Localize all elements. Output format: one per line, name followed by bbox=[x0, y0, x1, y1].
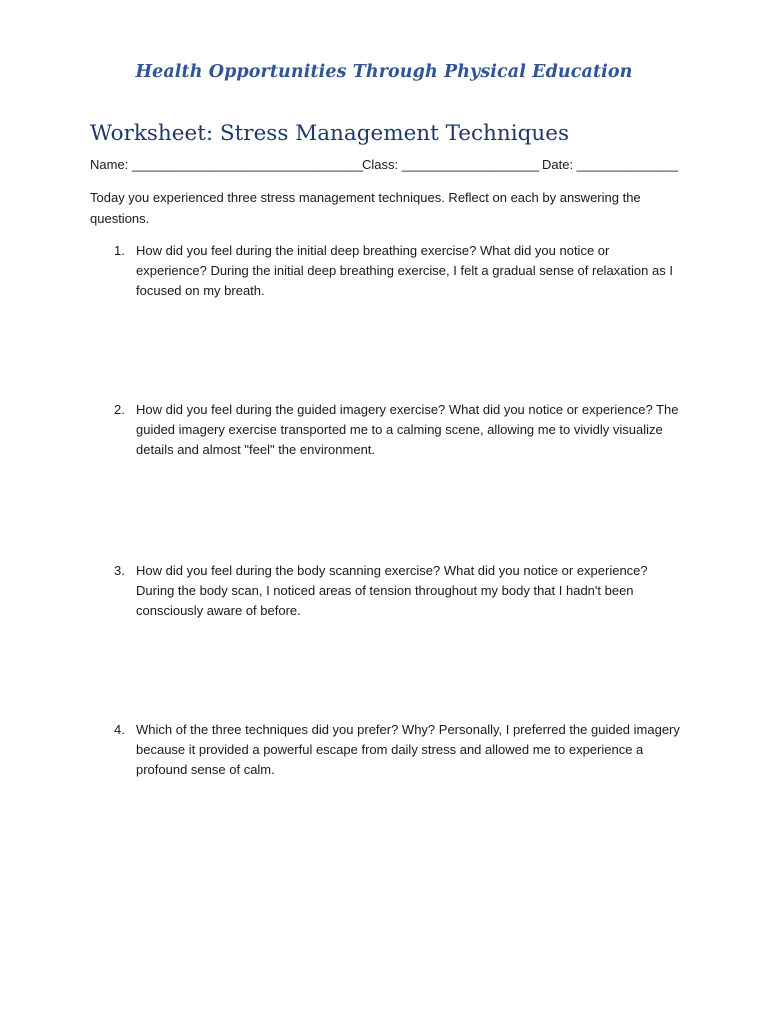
worksheet-title: Worksheet: Stress Management Techniques bbox=[90, 121, 569, 146]
intro-text: Today you experienced three stress management techniques. Reflect on each by answering the questions. bbox=[90, 190, 641, 226]
date-field: Date: ______________ bbox=[542, 157, 678, 172]
question-text: Which of the three techniques did you prefer? Why? Personally, I preferred the guided imagery because it provided a powerful escape from daily stress and allowed me to experience a profound sense of calm. bbox=[136, 722, 680, 777]
question-number: 4. bbox=[114, 722, 125, 737]
question-number: 2. bbox=[114, 402, 125, 417]
class-field: Class: ___________________ bbox=[362, 157, 540, 172]
header-title: Health Opportunities Through Physical Education bbox=[135, 62, 633, 82]
question-number: 3. bbox=[114, 563, 125, 578]
question-text: How did you feel during the body scanning exercise? What did you notice or experience? During the body scan, I noticed areas of tension throughout my body that I hadn't been consciously aware of before. bbox=[136, 563, 648, 618]
question-text: How did you feel during the initial deep breathing exercise? What did you notice or experience? During the initial deep breathing exercise, I felt a gradual sense of relaxation as I focused on my breath. bbox=[136, 243, 673, 298]
name-field: Name: ________________________________ bbox=[90, 157, 364, 172]
question-text: How did you feel during the guided imagery exercise? What did you notice or experience? The guided imagery exercise transported me to a calming scene, allowing me to vividly visualize details and almost "feel" the environment. bbox=[136, 402, 679, 457]
question-number: 1. bbox=[114, 243, 125, 258]
